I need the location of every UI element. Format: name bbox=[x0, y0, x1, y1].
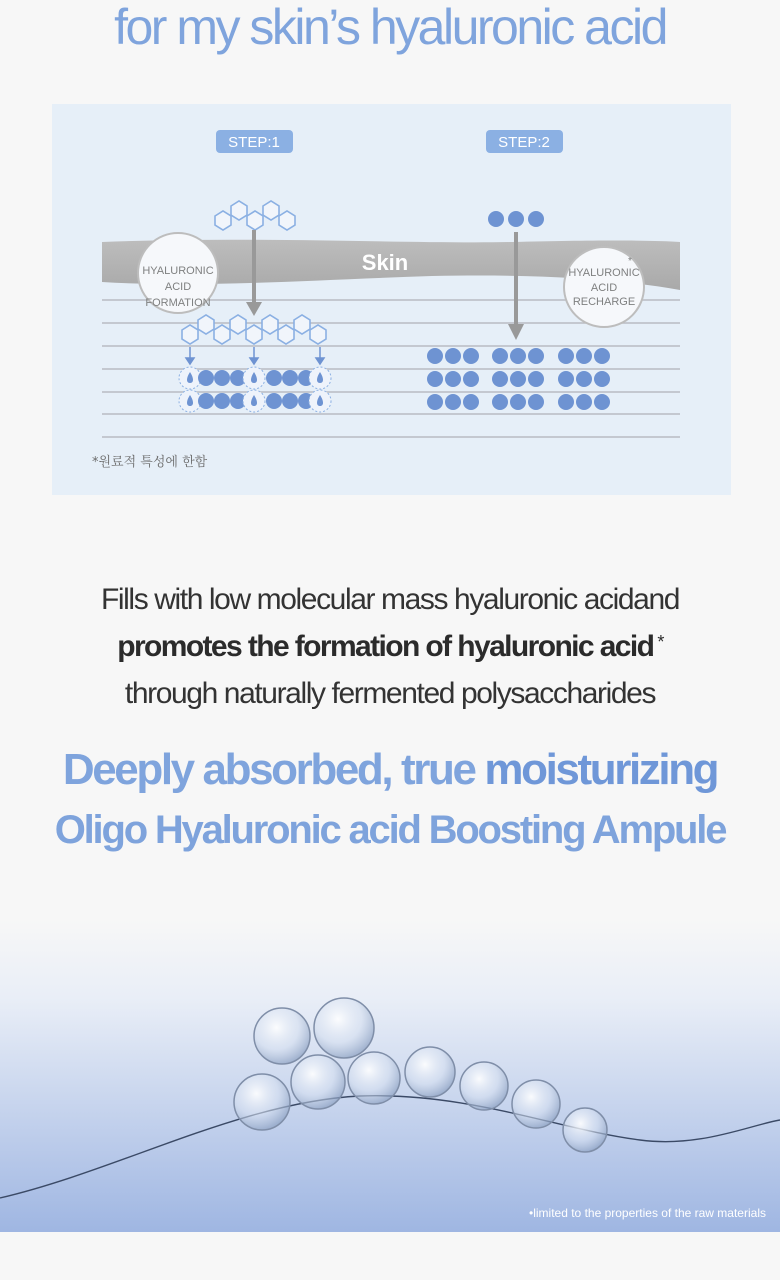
diagram-note: *원료적 특성에 한함 bbox=[92, 455, 208, 470]
bubble-illustration bbox=[0, 920, 780, 1232]
formation-badge-text: HYALURONIC bbox=[142, 265, 214, 277]
step1-label: STEP:1 bbox=[228, 134, 280, 151]
bubble-visual bbox=[0, 920, 780, 1232]
recharge-dots-top bbox=[488, 211, 544, 227]
description-line-3: through naturally fermented polysaccharides bbox=[124, 677, 656, 710]
headline-line-1: Deeply absorbed, true moisturizing bbox=[62, 745, 718, 794]
arrow-down-icon bbox=[246, 302, 262, 316]
step2-label: STEP:2 bbox=[498, 134, 550, 151]
recharge-badge-text: HYALURONIC bbox=[568, 267, 640, 279]
hyaluronic-diagram bbox=[52, 104, 731, 495]
hexagon-chain-low bbox=[182, 315, 326, 344]
hexagon-chain-top bbox=[215, 201, 295, 230]
asterisk-mark: * bbox=[657, 632, 663, 652]
formation-badge-text: FORMATION bbox=[145, 297, 211, 309]
recharge-badge-text: * bbox=[628, 256, 632, 267]
headline-line-2: Oligo Hyaluronic acid Boosting Ampule bbox=[54, 808, 726, 852]
description-line-1: Fills with low molecular mass hyaluronic acidand bbox=[100, 583, 680, 616]
recharge-dots-grid bbox=[427, 348, 610, 410]
formation-dots bbox=[179, 367, 331, 412]
formation-badge-text: ACID bbox=[164, 281, 192, 293]
description bbox=[0, 576, 780, 717]
footnote: •limited to the properties of the raw materials bbox=[529, 1206, 766, 1220]
small-arrow-icons bbox=[186, 347, 324, 364]
skin-label: Skin bbox=[361, 250, 409, 275]
arrow-down-icon bbox=[508, 324, 524, 340]
diagram-graphic bbox=[52, 104, 731, 495]
recharge-badge-text: RECHARGE bbox=[572, 296, 636, 308]
description-line-2: promotes the formation of hyaluronic acid * bbox=[117, 630, 663, 663]
headline bbox=[0, 740, 780, 860]
hero-title: for my skin’s hyaluronic acid bbox=[114, 0, 666, 55]
recharge-badge-text: ACID bbox=[590, 282, 618, 294]
